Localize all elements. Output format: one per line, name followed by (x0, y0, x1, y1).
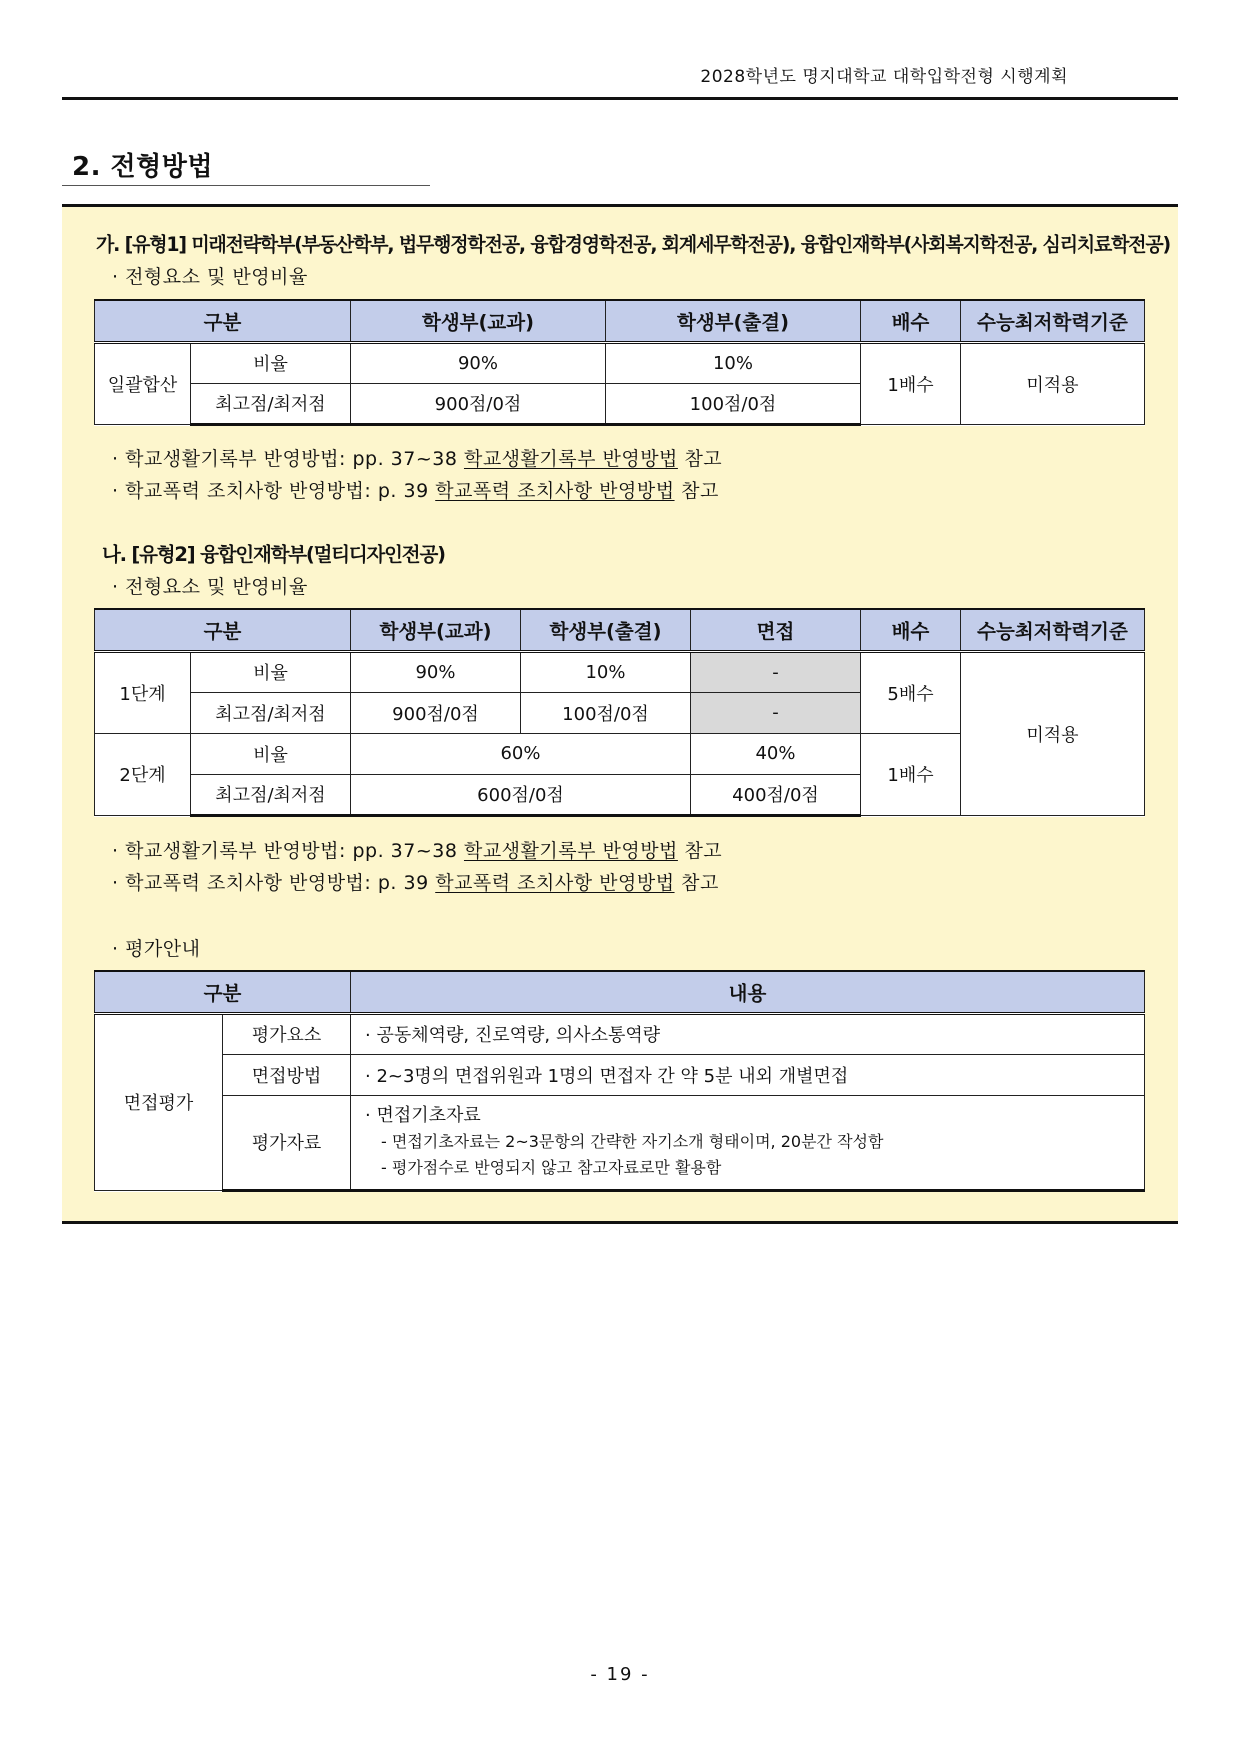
part-a-table (94, 299, 1145, 426)
violence-method-link: 학교폭력 조치사항 반영방법 (435, 872, 675, 894)
cell-suneung: 미적용 (961, 651, 1145, 815)
header-rule (62, 97, 1178, 100)
section-title: 2. 전형방법 (72, 152, 213, 182)
document-header: 2028학년도 명지대학교 대학입학전형 시행계획 (700, 67, 1068, 87)
part-b-note-violence: · 학교폭력 조치사항 반영방법: p. 39 학교폭력 조치사항 반영방법 참고 (112, 872, 719, 894)
header-chulgyeol: 학생부(출결) (606, 300, 861, 342)
part-a-subheading: · 전형요소 및 반영비율 (112, 266, 308, 288)
eval-row-content (351, 1095, 1145, 1190)
header-gyogwa: 학생부(교과) (351, 300, 606, 342)
part-a-heading: 가. [유형1] 미래전략학부(부동산학부, 법무행정학전공, 융합경영학전공, 회계세무학전공), 융합인재학부(사회복지학전공, 심리치료학전공) (96, 233, 1171, 256)
header-chulgyeol: 학생부(출결) (521, 609, 691, 651)
part-b-heading: 나. [유형2] 융합인재학부(멀티디자인전공) (102, 543, 445, 566)
eval-material-note: - 평가점수로 반영되지 않고 참고자료로만 활용함 (381, 1158, 722, 1177)
stage2-record-ratio: 60% (351, 733, 691, 774)
part-b-note-record: · 학교생활기록부 반영방법: pp. 37~38 학교생활기록부 반영방법 참고 (112, 840, 723, 862)
part-b-table (94, 608, 1145, 817)
cell-gyogwa-ratio: 90% (351, 342, 606, 383)
header-baesu: 배수 (861, 609, 961, 651)
cell-chulgyeol-ratio: 10% (606, 342, 861, 383)
header-gubun: 구분 (95, 300, 351, 342)
eval-table (94, 970, 1145, 1192)
stage2-interview-ratio: 40% (691, 733, 861, 774)
row-label-ratio: 비율 (191, 342, 351, 383)
page-number: - 19 - (590, 1664, 650, 1685)
stage1-chulgyeol-ratio: 10% (521, 651, 691, 692)
header-content: 내용 (351, 971, 1145, 1013)
stage1-interview-ratio: - (691, 651, 861, 692)
part-a-note-violence: · 학교폭력 조치사항 반영방법: p. 39 학교폭력 조치사항 반영방법 참고 (112, 480, 719, 502)
part-b-subheading: · 전형요소 및 반영비율 (112, 576, 308, 598)
stage2-score-label: 최고점/최저점 (191, 774, 351, 815)
eval-material-title: · 면접기초자료 (365, 1105, 481, 1126)
header-suneung: 수능최저학력기준 (961, 609, 1145, 651)
eval-row-content: · 공동체역량, 진로역량, 의사소통역량 (351, 1013, 1145, 1054)
eval-subheading: · 평가안내 (112, 938, 201, 960)
stage1-ratio-label: 비율 (191, 651, 351, 692)
stage1-score-label: 최고점/최저점 (191, 692, 351, 733)
cell-baesu: 1배수 (861, 342, 961, 424)
record-method-link: 학교생활기록부 반영방법 (463, 840, 678, 862)
row-label-score: 최고점/최저점 (191, 383, 351, 424)
eval-material-note: - 면접기초자료는 2~3문항의 간략한 자기소개 형태이며, 20분간 작성함 (381, 1132, 884, 1151)
section-title-rule (62, 185, 430, 186)
part-b-box (62, 518, 1178, 1224)
eval-row-content: · 2~3명의 면접위원과 1명의 면접자 간 약 5분 내외 개별면접 (351, 1054, 1145, 1095)
header-baesu: 배수 (861, 300, 961, 342)
eval-row-label: 평가자료 (223, 1095, 351, 1190)
header-gubun: 구분 (95, 971, 351, 1013)
group-label: 일괄합산 (95, 342, 191, 424)
cell-chulgyeol-score: 100점/0점 (606, 383, 861, 424)
eval-row-label: 면접방법 (223, 1054, 351, 1095)
header-gubun: 구분 (95, 609, 351, 651)
cell-suneung: 미적용 (961, 342, 1145, 424)
stage2-interview-score: 400점/0점 (691, 774, 861, 815)
cell-gyogwa-score: 900점/0점 (351, 383, 606, 424)
stage1-chulgyeol-score: 100점/0점 (521, 692, 691, 733)
stage1-gyogwa-ratio: 90% (351, 651, 521, 692)
stage1-baesu: 5배수 (861, 651, 961, 733)
header-suneung: 수능최저학력기준 (961, 300, 1145, 342)
header-interview: 면접 (691, 609, 861, 651)
part-a-note-record: · 학교생활기록부 반영방법: pp. 37~38 학교생활기록부 반영방법 참고 (112, 448, 723, 470)
stage2-ratio-label: 비율 (191, 733, 351, 774)
stage2-record-score: 600점/0점 (351, 774, 691, 815)
stage1-interview-score: - (691, 692, 861, 733)
stage1-gyogwa-score: 900점/0점 (351, 692, 521, 733)
header-gyogwa: 학생부(교과) (351, 609, 521, 651)
violence-method-link: 학교폭력 조치사항 반영방법 (435, 480, 675, 502)
eval-group-label: 면접평가 (95, 1013, 223, 1190)
record-method-link: 학교생활기록부 반영방법 (463, 448, 678, 470)
part-a-box (62, 204, 1178, 521)
stage2-label: 2단계 (95, 733, 191, 815)
stage1-label: 1단계 (95, 651, 191, 733)
stage2-baesu: 1배수 (861, 733, 961, 815)
eval-row-label: 평가요소 (223, 1013, 351, 1054)
